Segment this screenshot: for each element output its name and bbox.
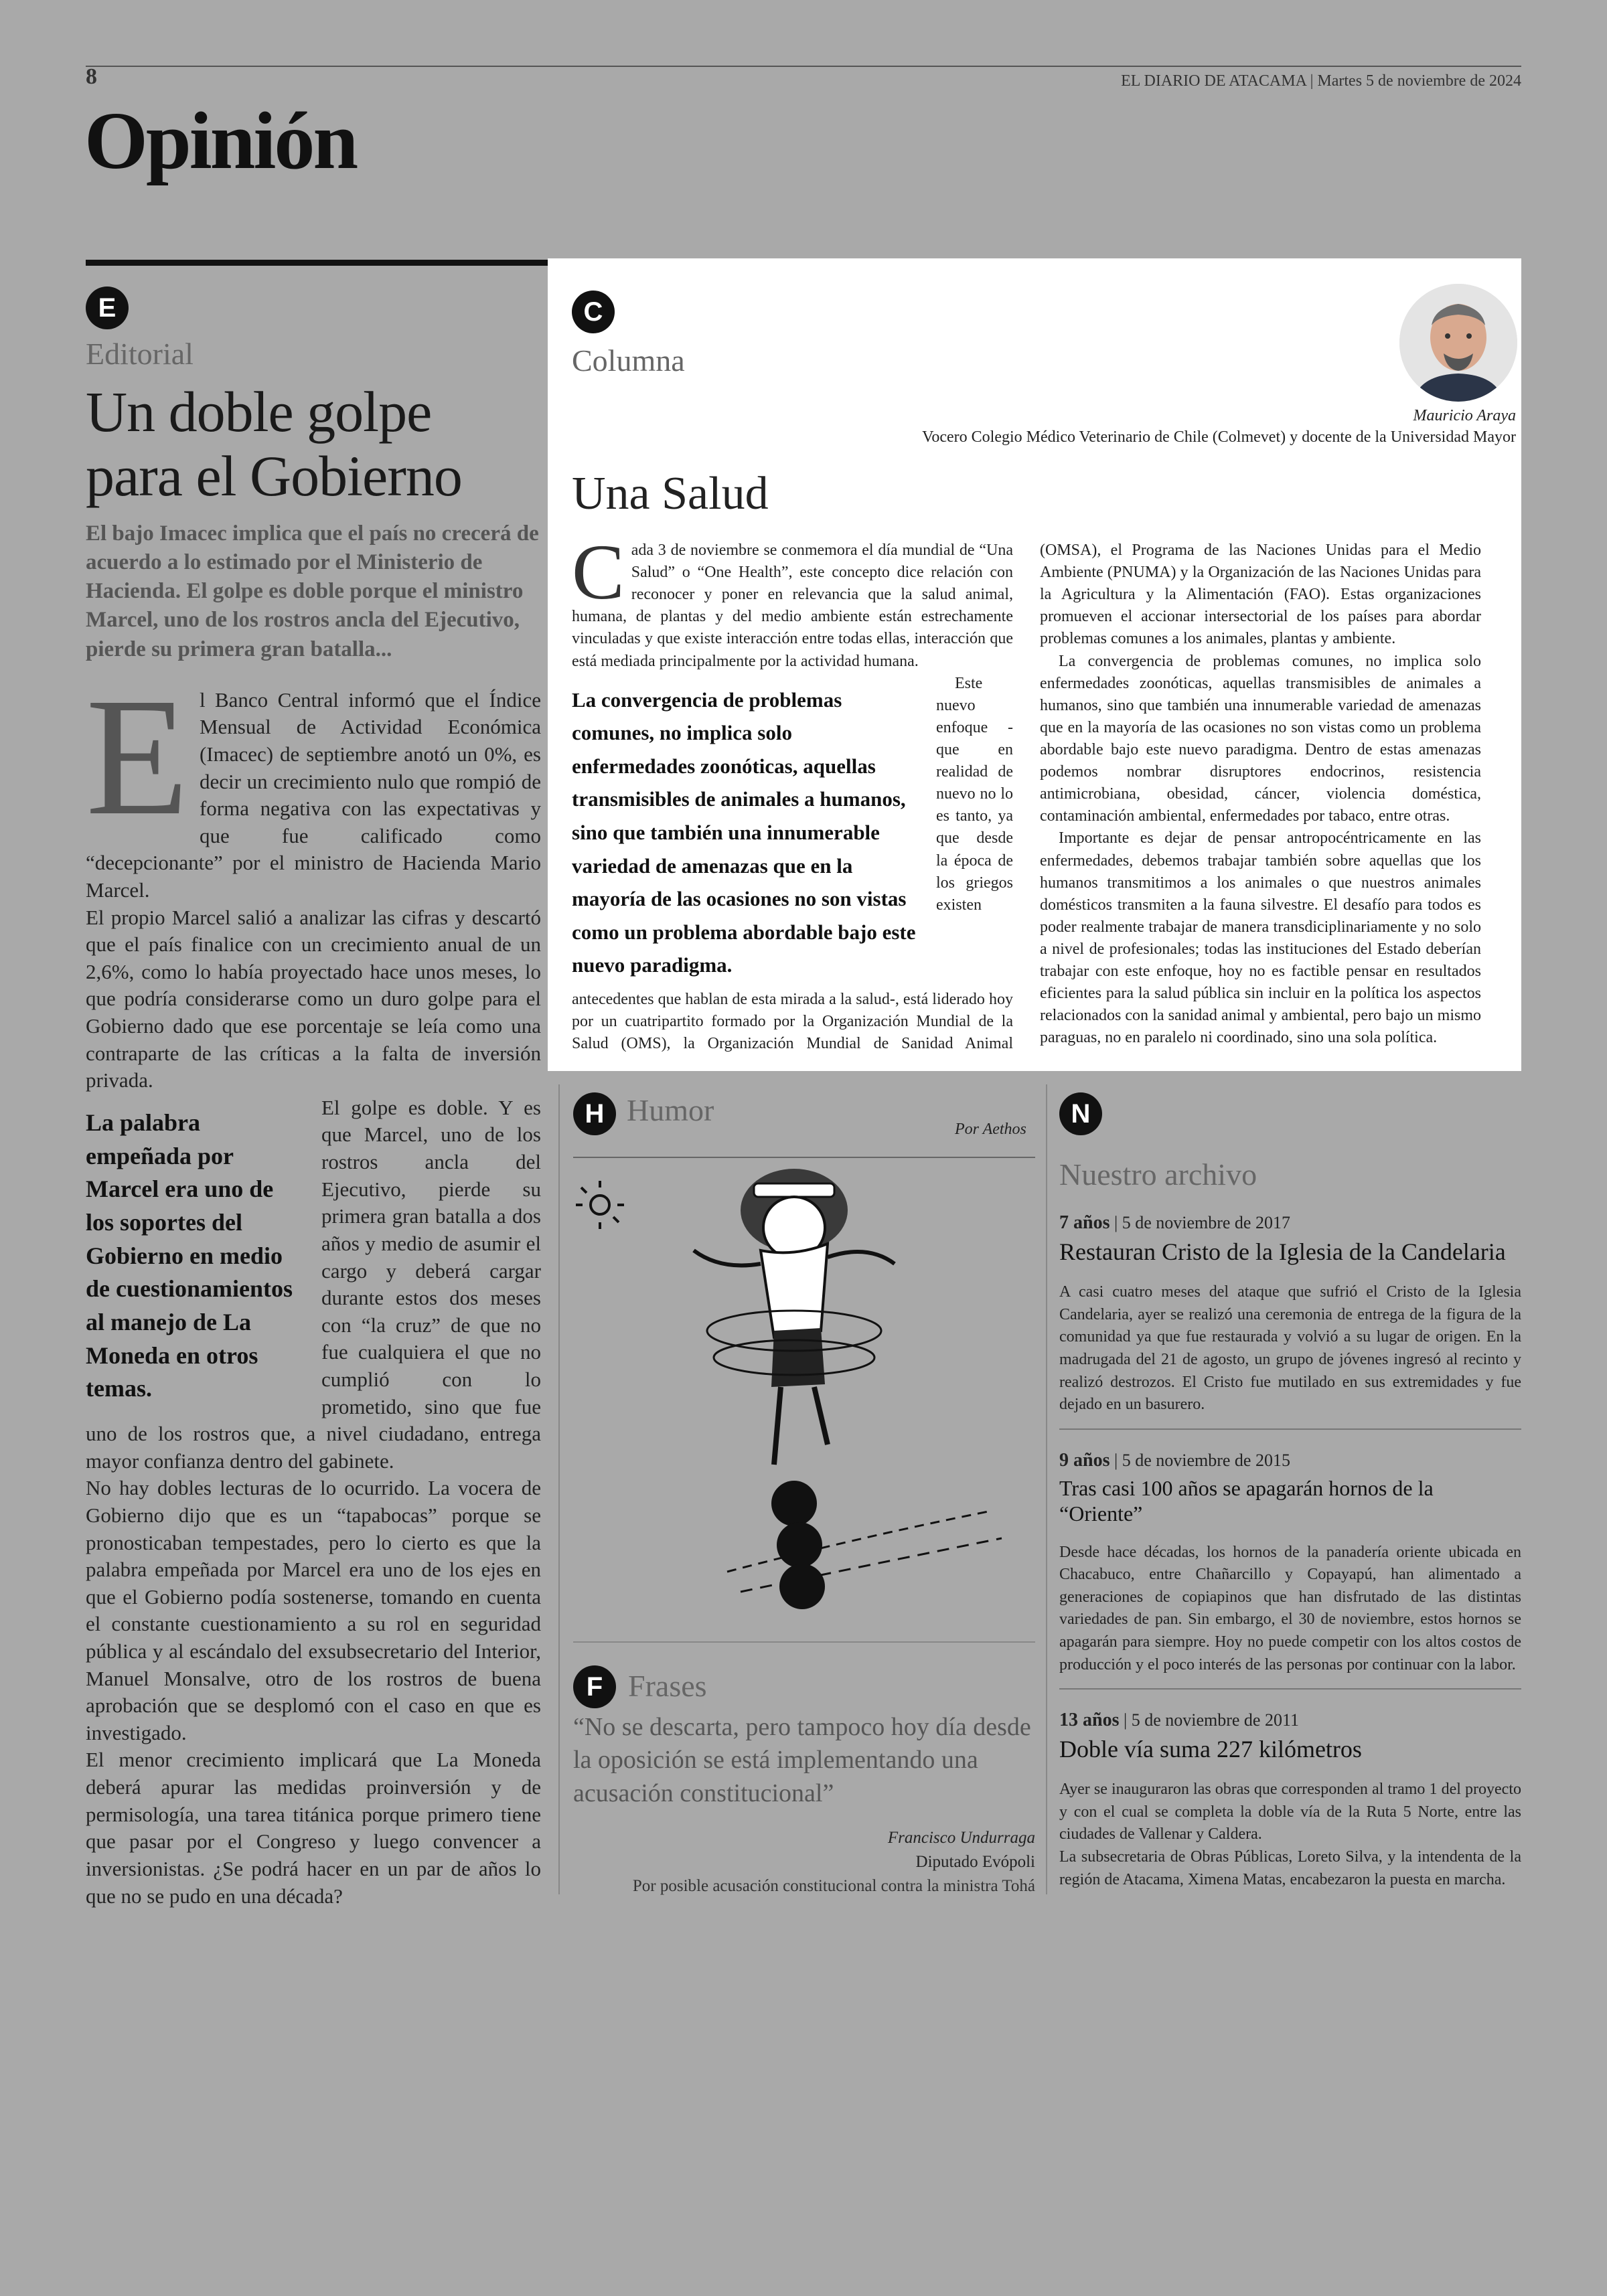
columna-author: Mauricio Araya	[1413, 407, 1516, 424]
archivo-text: Ayer se inauguraron las obras que corresponden al tramo 1 del proyecto y con el cual se completa la doble vía de la Ruta 5 Norte, entre las ciudades de Vallenar y Caldera.	[1059, 1781, 1521, 1843]
archivo-item	[1059, 1212, 1521, 1430]
columna-body	[572, 528, 1481, 1055]
column-divider	[558, 1084, 560, 1894]
editorial-lead: El bajo Imacec implica que el país no crecerá de acuerdo a lo estimado por el Ministerio de Hacienda. El golpe es doble porque el ministro Marcel, uno de los rostros ancla del Ejecutivo, pierde su primera gran batalla...	[86, 521, 539, 661]
archivo-text: A casi cuatro meses del ataque que sufrió el Cristo de la Iglesia Candelaria, ayer se realizó una ceremonia de entrega de la figura de la comunidad ya que fue restaurada y volvió a su lugar de origen. En la madrugada del 21 de agosto, un grupo de jóvenes ingresó al recinto y realizó destrozos. El Cristo fue mutilado en sus extremidades y fue dejado en un basurero.	[1059, 1283, 1521, 1414]
issue-date: Martes 5 de noviembre de 2024	[1317, 72, 1521, 90]
archivo-date: 5 de noviembre de 2015	[1122, 1450, 1290, 1470]
columna-panel	[548, 258, 1521, 1071]
columna-paragraph: Este nuevo enfoque -que en realidad de nuevo no lo es tanto, ya que desde la época de los griegos existen antecedentes que hablan de esta mirada a la salud-, está liderado hoy por un cuatripartito formado por la Organización Mundial de la Salud (OMS), la Organización Mundial de Sanidad Animal (OMSA), el Programa de las Naciones Unidas para el Medio Ambiente (PNUMA) y la Organización de las Naciones Unidas para la Agricultura y la Alimentación (FAO). Estas organizaciones promueven el accionar intersectorial de los países para abordar problemas comunes a los animales, plantas y ambiente.	[572, 542, 1481, 1053]
frases-author: Francisco Undurraga	[887, 1829, 1035, 1847]
archivo-item-meta: 13 años | 5 de noviembre de 2011	[1059, 1710, 1299, 1731]
archivo-text: Desde hace décadas, los hornos de la panadería oriente ubicada en Chacabuco, entre Chañarcillo y Copayapú, han alimentado a generaciones de copiapinos que han disfrutado de las distintas variedades de pan. Sin embargo, el 30 de noviembre, estos hornos se apagarán para siempre. Hoy no puede competir con los altos costos de producción y el poco interés de las personas por continuar con la labor.	[1059, 1543, 1521, 1673]
archivo-rule	[1059, 1688, 1521, 1690]
columna-author-role: Vocero Colegio Médico Veterinario de Chile (Colmevet) y docente de la Universidad Mayor	[922, 428, 1516, 446]
archivo-headline: Restauran Cristo de la Iglesia de la Candelaria	[1059, 1238, 1506, 1265]
humor-credit: Por Aethos	[955, 1121, 1026, 1138]
archivo-headline: Tras casi 100 años se apagarán hornos de la “Oriente”	[1059, 1475, 1434, 1526]
archivo	[1059, 1092, 1521, 1891]
archivo-years: 9 años	[1059, 1449, 1110, 1471]
editorial	[86, 286, 541, 1910]
editorial-title-line1: Un doble golpe	[86, 380, 432, 444]
frases-role: Diputado Evópoli	[915, 1853, 1035, 1871]
editorial-paragraph: El propio Marcel salió a analizar las cifras y descartó que el país finalice con un crecimiento anual de un 2,6%, como lo había proyectado hace unos meses, lo que podría considerarse como un duro golpe para el Gobierno dado que ese porcentaje se leía como una contraparte de las críticas a la falta de inversión privada.	[86, 905, 541, 1092]
humor-rule	[573, 1157, 1035, 1158]
archivo-item	[1059, 1450, 1521, 1690]
editorial-paragraph: El menor crecimiento implicará que La Moneda deberá apurar las medidas proinversión y de permisología, una tarea titánica porque primero tiene que pasar por el Congreso y luego convencer a inversionistas. ¿Se podrá hacer en un par de años lo que no se pudo en una década?	[86, 1748, 541, 1908]
editorial-paragraph: l Banco Central informó que el Índice Mensual de Actividad Económica (Imacec) de septiembre anotó un 0%, es decir un crecimiento nulo que rompió de forma negativa con las expectativas y que fue calificado como “decepcionante” por el ministro de Hacienda Mario Marcel.	[86, 687, 541, 902]
humor-badge: H	[573, 1092, 616, 1135]
archivo-years: 7 años	[1059, 1212, 1110, 1233]
editorial-title-line2: para el Gobierno	[86, 444, 462, 509]
columna-dropcap: C	[572, 528, 625, 616]
columna-title: Una Salud	[572, 468, 769, 519]
frases-quote: “No se descarta, pero tampoco hoy día desde la oposición se está implementando una acusación constitucional”	[573, 1713, 1031, 1807]
editorial-pull-quote: La palabra empeñada por Marcel era uno de los soportes del Gobierno en medio de cuestionamientos al manejo de La Moneda en otros temas.	[86, 1109, 293, 1402]
humor-bottom-rule	[573, 1641, 1035, 1643]
header-rule	[86, 66, 1521, 67]
columna-paragraph: ada 3 de noviembre se conmemora el día mundial de “Una Salud” o “One Health”, este concepto dice relación con reconocer y poner en relevancia que la salud animal, humana, de plantas y del medio ambiente están estrechamente vinculadas y que existe interacción entre todas ellas, interacción que está mediada principalmente por la actividad humana.	[572, 542, 1013, 670]
archivo-item-meta: 7 años | 5 de noviembre de 2017	[1059, 1212, 1290, 1233]
section-title: Opinión	[84, 96, 357, 186]
cartoon-illustration-icon	[573, 1163, 1035, 1625]
frases-context: Por posible acusación constitucional contra la ministra Tohá	[632, 1877, 1035, 1895]
author-photo-icon	[1399, 284, 1517, 402]
archivo-years: 13 años	[1059, 1710, 1120, 1731]
editorial-paragraph: El golpe es doble. Y es que Marcel, uno de los rostros ancla del Ejecutivo, pierde su primera gran batalla a dos años y medio de asumir el cargo y deberá cargar durante estos dos meses con “la cruz” de que no fue cualquiera el que no cumplió con lo prometido, sino que fue uno de los rostros que, a nivel ciudadano, entrega mayor confianza dentro del gabinete.	[86, 1095, 541, 1473]
archivo-rule	[1059, 1428, 1521, 1430]
frases-label: Frases	[628, 1669, 707, 1703]
masthead: EL DIARIO DE ATACAMA | Martes 5 de noviembre de 2024	[1121, 72, 1521, 90]
editorial-body	[86, 662, 541, 1910]
archivo-headline: Doble vía suma 227 kilómetros	[1059, 1736, 1362, 1763]
editorial-badge: E	[86, 286, 129, 329]
column-divider	[1046, 1084, 1047, 1894]
page-number: 8	[86, 64, 97, 89]
columna-pull-quote: La convergencia de problemas comunes, no implica solo enfermedades zoonóticas, aquellas transmisibles de animales a humanos, sino que también una innumerable variedad de amenazas que en la mayoría de las ocasiones no son vistas como un problema abordable bajo este nuevo paradigma.	[572, 687, 916, 977]
archivo-label: Nuestro archivo	[1059, 1157, 1257, 1192]
newspaper-name: EL DIARIO DE ATACAMA	[1121, 72, 1306, 90]
archivo-item	[1059, 1710, 1521, 1891]
author-avatar	[1399, 284, 1517, 402]
columna-paragraph: Importante es dejar de pensar antropocéntricamente en las enfermedades, debemos trabajar también sobre aquellas que los humanos transmitimos a los animales o que nuestros animales domésticos transmiten a la fauna silvestre. El desafío para todos es poder realmente trabajar de manera transdiciplinariamente y no solo a nivel de profesionales; todas las instituciones del Estado deberían trabajar con este enfoque, hoy no es factible pensar en resultados eficientes para la salud pública sin incluir en la política los aspectos relacionados con la sanidad animal y ambiental, pero bajo un mismo paraguas, no en paralelo ni coordinado, sino una sola política.	[1040, 829, 1481, 1047]
editorial-dropcap: E	[86, 662, 189, 850]
columna-badge: C	[572, 291, 615, 333]
archivo-date: 5 de noviembre de 2017	[1122, 1213, 1290, 1232]
archivo-date: 5 de noviembre de 2011	[1131, 1710, 1299, 1730]
archivo-text: La subsecretaria de Obras Públicas, Loreto Silva, y la intendenta de la región de Atacama, Ximena Matas, encabezaron la puesta en marcha.	[1059, 1848, 1521, 1888]
editorial-title	[86, 380, 541, 509]
humor-label: Humor	[627, 1093, 714, 1127]
archivo-item-meta: 9 años | 5 de noviembre de 2015	[1059, 1449, 1290, 1471]
columna-kicker: Columna	[572, 343, 685, 378]
columna-paragraph: La convergencia de problemas comunes, no implica solo enfermedades zoonóticas, aquellas transmisibles de animales a humanos, sino que también una innumerable variedad de amenazas que en la mayoría de las ocasiones no son vistas como un problema abordable bajo este nuevo paradigma. Dentro de estas amenazas podemos nombrar disruptores endocrinos, resistencia antimicrobiana, obesidad, cáncer, violencia doméstica, contaminación ambiental, enfermedades por tabaco, entre otras.	[1040, 652, 1481, 825]
humor-cartoon	[573, 1163, 1035, 1625]
editorial-paragraph: No hay dobles lecturas de lo ocurrido. La vocera de Gobierno dijo que es un “tapabocas” porque se pronosticaban tempestades, pero lo cierto es que la palabra empeñada por Marcel era uno de los ejes en que el Gobierno podía sostenerse, tomando en cuenta el constante cuestionamiento a su rol en seguridad pública y al escándalo del exsubsecretario del Interior, Manuel Monsalve, otro de los rostros de buena aprobación que se desplomó con el caso en que es investigado.	[86, 1476, 541, 1744]
frases-badge: F	[573, 1665, 616, 1708]
editorial-kicker: Editorial	[86, 337, 194, 371]
archivo-badge: N	[1059, 1092, 1102, 1135]
